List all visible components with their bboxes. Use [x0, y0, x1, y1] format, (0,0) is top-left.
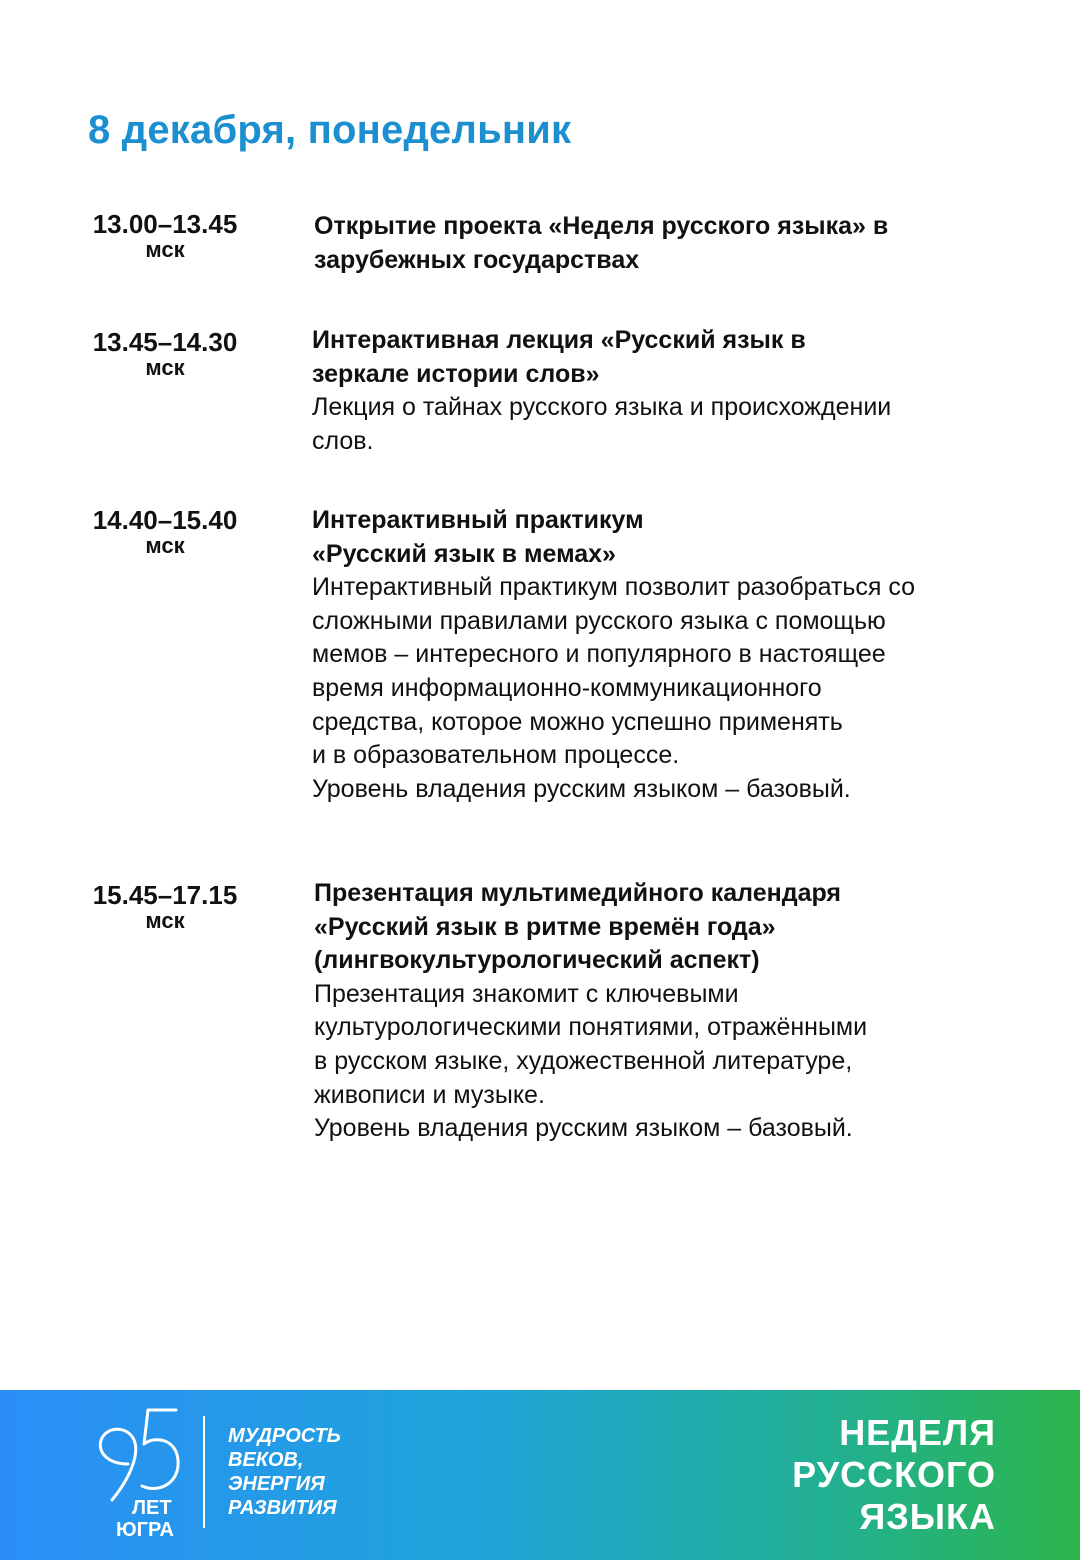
event-content [314, 877, 1014, 1146]
project-name: НЕДЕЛЯ РУССКОГО ЯЗЫКА [792, 1412, 996, 1537]
time-zone: мск [145, 908, 185, 933]
page-title: 8 декабря, понедельник [88, 108, 572, 152]
time-zone: мск [145, 355, 185, 380]
event-title: Презентация мультимедийного календаря «Русский язык в ритме времён года» (лингвокультурологический аспект) [314, 879, 842, 975]
tagline: МУДРОСТЬ ВЕКОВ, ЭНЕРГИЯ РАЗВИТИЯ [228, 1425, 341, 1519]
logo-years-text: ЛЕТ [132, 1497, 172, 1519]
time-range: 14.40–15.40 [92, 505, 238, 535]
event-description: Лекция о тайнах русского языка и происхождении слов. [312, 393, 892, 455]
time-range: 13.45–14.30 [92, 327, 238, 357]
footer-banner [0, 1390, 1080, 1560]
time-zone: мск [145, 237, 185, 262]
event-title: Открытие проекта «Неделя русского языка» в зарубежных государствах [314, 212, 889, 274]
time-range: 13.00–13.45 [92, 209, 238, 239]
time-block [70, 506, 260, 558]
time-block [70, 328, 260, 380]
event-content [312, 504, 1012, 806]
anniversary-logo [88, 1404, 198, 1550]
logo-region-text: ЮГРА [116, 1519, 174, 1541]
footer-divider [203, 1416, 205, 1528]
event-description: Презентация знакомит с ключевыми культурологическими понятиями, отражёнными в русском языке, художественной литературе, живописи и музыке. Уровень владения русским языком – базовый. [314, 979, 868, 1143]
time-range: 15.45–17.15 [92, 880, 238, 910]
event-content [312, 324, 1012, 458]
event-description: Интерактивный практикум позволит разобраться со сложными правилами русского языка с помощью мемов – интересного и популярного в настоящее время информационно-коммуникационного средства, которое можно успешно применять и в образовательном процессе. Уровень владения русским языком – базовый. [312, 573, 916, 803]
event-title: Интерактивная лекция «Русский язык в зеркале истории слов» [312, 326, 806, 388]
event-title: Интерактивный практикум «Русский язык в мемах» [312, 506, 644, 568]
time-block [70, 210, 260, 262]
time-zone: мск [145, 533, 185, 558]
time-block [70, 881, 260, 933]
event-content [314, 210, 1014, 277]
